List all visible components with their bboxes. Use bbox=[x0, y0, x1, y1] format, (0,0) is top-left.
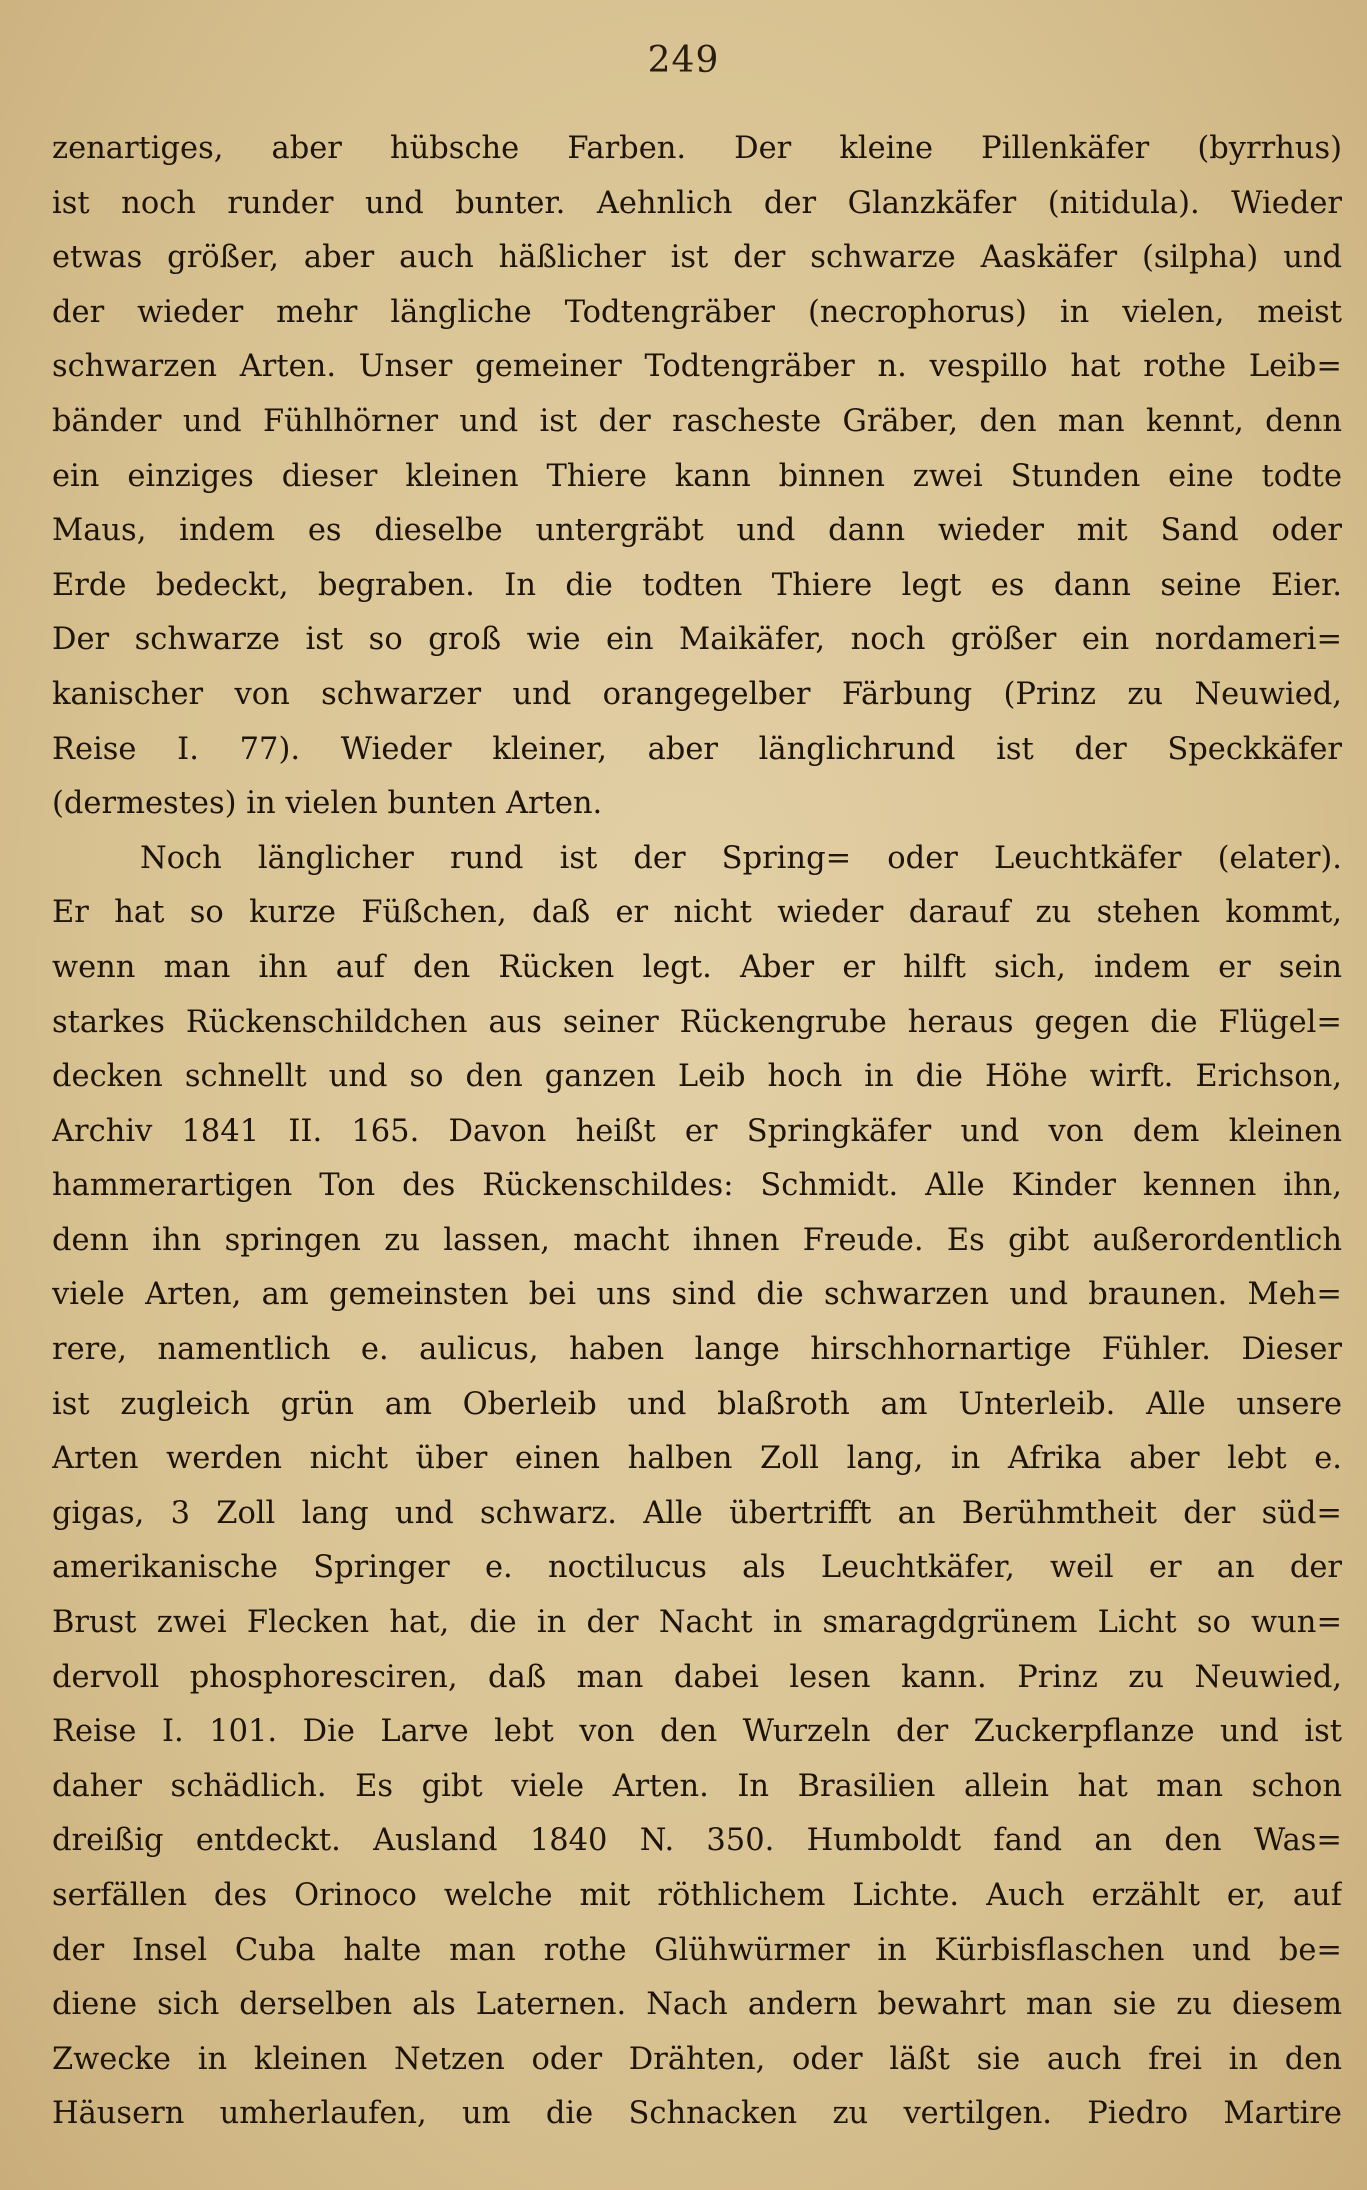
text-line: Erde bedeckt, begraben. In die todten Thiere legt es dann seine Eier. bbox=[52, 567, 1342, 603]
text-line: ist noch runder und bunter. Aehnlich der Glanzkäfer (nitidula). Wieder bbox=[52, 185, 1342, 221]
text-line: decken schnellt und so den ganzen Leib hoch in die Höhe wirft. Erichson, bbox=[52, 1059, 1342, 1095]
page-number: 249 bbox=[647, 40, 720, 81]
text-line: Er hat so kurze Füßchen, daß er nicht wieder darauf zu stehen kommt, bbox=[52, 895, 1342, 931]
text-line: wenn man ihn auf den Rücken legt. Aber er hilft sich, indem er sein bbox=[52, 949, 1342, 985]
text-line: Reise I. 77). Wieder kleiner, aber länglichrund ist der Speckkäfer bbox=[52, 731, 1342, 767]
text-line: etwas größer, aber auch häßlicher ist der schwarze Aaskäfer (silpha) und bbox=[52, 240, 1342, 276]
text-line: Zwecke in kleinen Netzen oder Drähten, oder läßt sie auch frei in den bbox=[52, 2041, 1342, 2077]
text-line: Archiv 1841 II. 165. Davon heißt er Springkäfer und von dem kleinen bbox=[52, 1113, 1342, 1149]
text-line: schwarzen Arten. Unser gemeiner Todtengräber n. vespillo hat rothe Leib= bbox=[52, 349, 1342, 385]
text-line: denn ihn springen zu lassen, macht ihnen Freude. Es gibt außerordentlich bbox=[52, 1222, 1342, 1258]
paragraph-first-line: Noch länglicher rund ist der Spring= oder Leuchtkäfer (elater). bbox=[140, 840, 1342, 876]
text-line: bänder und Fühlhörner und ist der rascheste Gräber, den man kennt, denn bbox=[52, 403, 1342, 439]
text-line: serfällen des Orinoco welche mit röthlichem Lichte. Auch erzählt er, auf bbox=[52, 1878, 1342, 1913]
body-text bbox=[52, 122, 1342, 2142]
text-line: (dermestes) in vielen bunten Arten. bbox=[52, 786, 603, 822]
text-line: kanischer von schwarzer und orangegelber Färbung (Prinz zu Neuwied, bbox=[52, 676, 1342, 712]
text-line: amerikanische Springer e. noctilucus als Leuchtkäfer, weil er an der bbox=[52, 1550, 1342, 1586]
text-line: Häusern umherlaufen, um die Schnacken zu vertilgen. Piedro Martire bbox=[52, 2096, 1342, 2132]
text-line: ein einziges dieser kleinen Thiere kann binnen zwei Stunden eine todte bbox=[52, 458, 1342, 494]
text-line: daher schädlich. Es gibt viele Arten. In Brasilien allein hat man schon bbox=[52, 1768, 1342, 1804]
text-line: Brust zwei Flecken hat, die in der Nacht in smaragdgrünem Licht so wun= bbox=[52, 1605, 1342, 1641]
text-line: der Insel Cuba halte man rothe Glühwürmer in Kürbisflaschen und be= bbox=[52, 1932, 1342, 1968]
text-line: ist zugleich grün am Oberleib und blaßroth am Unterleib. Alle unsere bbox=[52, 1386, 1342, 1422]
text-line: zenartiges, aber hübsche Farben. Der kleine Pillenkäfer (byrrhus) bbox=[52, 131, 1342, 166]
text-line: der wieder mehr längliche Todtengräber (necrophorus) in vielen, meist bbox=[52, 294, 1342, 330]
text-line: Reise I. 101. Die Larve lebt von den Wurzeln der Zuckerpflanze und ist bbox=[52, 1714, 1342, 1750]
text-line: rere, namentlich e. aulicus, haben lange hirschhornartige Fühler. Dieser bbox=[52, 1332, 1342, 1368]
text-line: Der schwarze ist so groß wie ein Maikäfer, noch größer ein nordameri= bbox=[52, 622, 1342, 658]
text-line: diene sich derselben als Laternen. Nach andern bewahrt man sie zu diesem bbox=[52, 1987, 1342, 2023]
text-line: Maus, indem es dieselbe untergräbt und dann wieder mit Sand oder bbox=[52, 513, 1342, 549]
text-line: hammerartigen Ton des Rückenschildes: Schmidt. Alle Kinder kennen ihn, bbox=[52, 1168, 1342, 1204]
text-line: starkes Rückenschildchen aus seiner Rückengrube heraus gegen die Flügel= bbox=[52, 1004, 1342, 1040]
text-line: viele Arten, am gemeinsten bei uns sind die schwarzen und braunen. Meh= bbox=[52, 1277, 1342, 1313]
text-line: Arten werden nicht über einen halben Zoll lang, in Afrika aber lebt e. bbox=[52, 1441, 1342, 1477]
text-line: dervoll phosphoresciren, daß man dabei lesen kann. Prinz zu Neuwied, bbox=[52, 1659, 1342, 1695]
text-line: dreißig entdeckt. Ausland 1840 N. 350. Humboldt fand an den Was= bbox=[52, 1823, 1342, 1859]
text-line: gigas, 3 Zoll lang und schwarz. Alle übertrifft an Berühmtheit der süd= bbox=[52, 1495, 1342, 1531]
